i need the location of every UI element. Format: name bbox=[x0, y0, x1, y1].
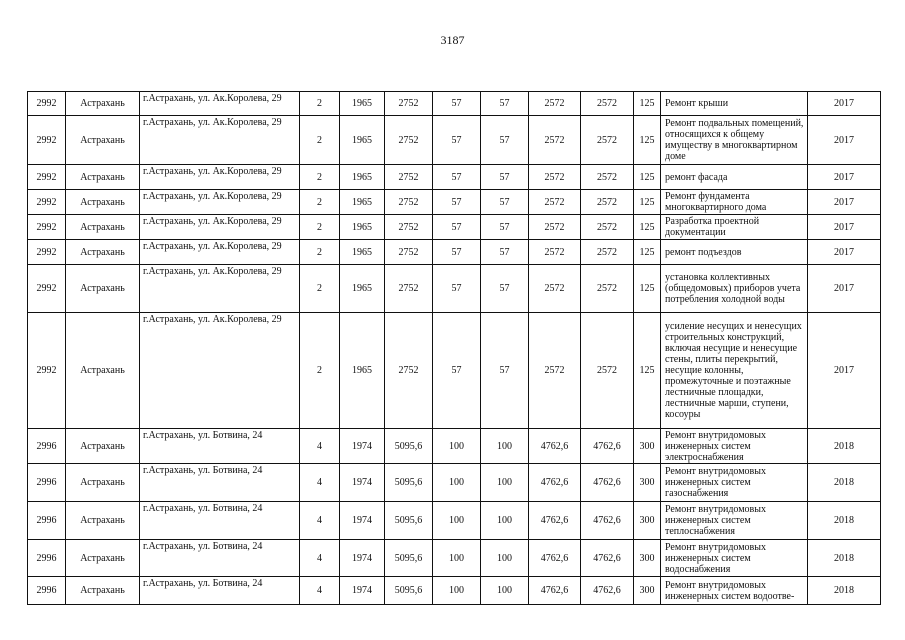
cell-value-3: 2572 bbox=[529, 165, 581, 190]
table-row bbox=[28, 464, 881, 502]
cell-year: 2017 bbox=[808, 215, 881, 240]
table-row bbox=[28, 265, 881, 313]
repair-program-table bbox=[27, 91, 881, 605]
cell-built: 1974 bbox=[340, 464, 385, 502]
table-row bbox=[28, 240, 881, 265]
cell-area-total: 5095,6 bbox=[385, 464, 433, 502]
cell-address: г.Астрахань, ул. Ак.Королева, 29 bbox=[140, 215, 300, 240]
cell-value-2: 100 bbox=[481, 540, 529, 577]
cell-address: г.Астрахань, ул. Ботвина, 24 bbox=[140, 540, 300, 577]
cell-value-4: 2572 bbox=[581, 240, 634, 265]
cell-value-4: 2572 bbox=[581, 92, 634, 116]
cell-floors: 4 bbox=[300, 577, 340, 605]
cell-value-5: 300 bbox=[634, 540, 661, 577]
cell-city: Астрахань bbox=[66, 313, 140, 429]
cell-value-1: 57 bbox=[433, 215, 481, 240]
cell-work-type: Ремонт подвальных помещений, относящихся к общему имуществу в многоквартирном доме bbox=[661, 116, 808, 165]
cell-floors: 2 bbox=[300, 116, 340, 165]
table-row bbox=[28, 313, 881, 429]
cell-year: 2017 bbox=[808, 165, 881, 190]
cell-work-type: Ремонт внутридомовых инженерных систем электроснабжения bbox=[661, 429, 808, 464]
cell-year: 2017 bbox=[808, 265, 881, 313]
cell-year: 2017 bbox=[808, 240, 881, 265]
cell-area-total: 5095,6 bbox=[385, 502, 433, 540]
cell-area-total: 2752 bbox=[385, 190, 433, 215]
cell-work-type: Ремонт крыши bbox=[661, 92, 808, 116]
cell-built: 1974 bbox=[340, 577, 385, 605]
cell-value-3: 4762,6 bbox=[529, 540, 581, 577]
cell-city: Астрахань bbox=[66, 215, 140, 240]
cell-address: г.Астрахань, ул. Ак.Королева, 29 bbox=[140, 313, 300, 429]
cell-value-1: 57 bbox=[433, 92, 481, 116]
cell-value-5: 300 bbox=[634, 429, 661, 464]
cell-built: 1974 bbox=[340, 502, 385, 540]
cell-floors: 4 bbox=[300, 502, 340, 540]
cell-built: 1965 bbox=[340, 165, 385, 190]
cell-value-5: 125 bbox=[634, 116, 661, 165]
cell-value-1: 57 bbox=[433, 313, 481, 429]
cell-area-total: 2752 bbox=[385, 265, 433, 313]
cell-address: г.Астрахань, ул. Ак.Королева, 29 bbox=[140, 165, 300, 190]
cell-work-type: установка коллективных (общедомовых) приборов учета потребления холодной воды bbox=[661, 265, 808, 313]
cell-value-4: 2572 bbox=[581, 265, 634, 313]
cell-work-type: Ремонт внутридомовых инженерных систем водоснабжения bbox=[661, 540, 808, 577]
cell-value-5: 125 bbox=[634, 165, 661, 190]
cell-city: Астрахань bbox=[66, 577, 140, 605]
page-number: 3187 bbox=[440, 33, 465, 47]
cell-id: 2992 bbox=[28, 190, 66, 215]
cell-value-3: 2572 bbox=[529, 190, 581, 215]
cell-value-5: 125 bbox=[634, 215, 661, 240]
cell-built: 1965 bbox=[340, 92, 385, 116]
cell-year: 2017 bbox=[808, 92, 881, 116]
cell-built: 1974 bbox=[340, 429, 385, 464]
cell-work-type: ремонт фасада bbox=[661, 165, 808, 190]
cell-built: 1965 bbox=[340, 215, 385, 240]
cell-value-1: 57 bbox=[433, 265, 481, 313]
cell-id: 2992 bbox=[28, 313, 66, 429]
table-row bbox=[28, 215, 881, 240]
cell-year: 2017 bbox=[808, 190, 881, 215]
cell-city: Астрахань bbox=[66, 464, 140, 502]
cell-value-1: 100 bbox=[433, 540, 481, 577]
cell-work-type: ремонт подъездов bbox=[661, 240, 808, 265]
table-row bbox=[28, 429, 881, 464]
cell-value-4: 4762,6 bbox=[581, 429, 634, 464]
cell-area-total: 5095,6 bbox=[385, 429, 433, 464]
cell-value-3: 4762,6 bbox=[529, 429, 581, 464]
cell-area-total: 2752 bbox=[385, 240, 433, 265]
cell-city: Астрахань bbox=[66, 116, 140, 165]
cell-floors: 2 bbox=[300, 265, 340, 313]
cell-address: г.Астрахань, ул. Ак.Королева, 29 bbox=[140, 265, 300, 313]
cell-floors: 2 bbox=[300, 165, 340, 190]
cell-address: г.Астрахань, ул. Ботвина, 24 bbox=[140, 502, 300, 540]
cell-value-2: 100 bbox=[481, 577, 529, 605]
table-row bbox=[28, 92, 881, 116]
cell-address: г.Астрахань, ул. Ботвина, 24 bbox=[140, 577, 300, 605]
cell-value-1: 100 bbox=[433, 464, 481, 502]
cell-value-2: 57 bbox=[481, 116, 529, 165]
cell-work-type: Ремонт фундамента многоквартирного дома bbox=[661, 190, 808, 215]
cell-city: Астрахань bbox=[66, 240, 140, 265]
cell-value-2: 100 bbox=[481, 502, 529, 540]
cell-value-5: 125 bbox=[634, 240, 661, 265]
cell-value-5: 300 bbox=[634, 577, 661, 605]
cell-address: г.Астрахань, ул. Ботвина, 24 bbox=[140, 429, 300, 464]
cell-value-4: 2572 bbox=[581, 116, 634, 165]
cell-value-5: 300 bbox=[634, 464, 661, 502]
cell-value-5: 125 bbox=[634, 190, 661, 215]
table-row bbox=[28, 540, 881, 577]
cell-value-4: 2572 bbox=[581, 215, 634, 240]
cell-address: г.Астрахань, ул. Ак.Королева, 29 bbox=[140, 190, 300, 215]
cell-value-4: 2572 bbox=[581, 313, 634, 429]
cell-built: 1965 bbox=[340, 190, 385, 215]
cell-city: Астрахань bbox=[66, 429, 140, 464]
cell-year: 2018 bbox=[808, 464, 881, 502]
cell-work-type: Ремонт внутридомовых инженерных систем газоснабжения bbox=[661, 464, 808, 502]
cell-city: Астрахань bbox=[66, 502, 140, 540]
cell-id: 2992 bbox=[28, 215, 66, 240]
cell-year: 2017 bbox=[808, 313, 881, 429]
cell-value-1: 57 bbox=[433, 116, 481, 165]
cell-area-total: 2752 bbox=[385, 165, 433, 190]
cell-address: г.Астрахань, ул. Ботвина, 24 bbox=[140, 464, 300, 502]
cell-city: Астрахань bbox=[66, 540, 140, 577]
cell-value-3: 2572 bbox=[529, 92, 581, 116]
cell-value-4: 2572 bbox=[581, 165, 634, 190]
cell-city: Астрахань bbox=[66, 190, 140, 215]
cell-value-5: 125 bbox=[634, 265, 661, 313]
cell-area-total: 5095,6 bbox=[385, 540, 433, 577]
cell-id: 2992 bbox=[28, 116, 66, 165]
cell-built: 1974 bbox=[340, 540, 385, 577]
cell-value-1: 100 bbox=[433, 502, 481, 540]
cell-value-3: 2572 bbox=[529, 240, 581, 265]
cell-value-2: 100 bbox=[481, 429, 529, 464]
cell-value-4: 4762,6 bbox=[581, 540, 634, 577]
cell-value-5: 125 bbox=[634, 313, 661, 429]
cell-id: 2996 bbox=[28, 540, 66, 577]
cell-value-1: 57 bbox=[433, 240, 481, 265]
cell-value-3: 4762,6 bbox=[529, 502, 581, 540]
cell-value-4: 4762,6 bbox=[581, 502, 634, 540]
cell-floors: 4 bbox=[300, 540, 340, 577]
cell-area-total: 2752 bbox=[385, 215, 433, 240]
cell-value-1: 100 bbox=[433, 577, 481, 605]
cell-area-total: 5095,6 bbox=[385, 577, 433, 605]
cell-id: 2996 bbox=[28, 464, 66, 502]
cell-value-1: 57 bbox=[433, 190, 481, 215]
cell-id: 2996 bbox=[28, 502, 66, 540]
table-row bbox=[28, 577, 881, 605]
cell-value-3: 2572 bbox=[529, 313, 581, 429]
cell-value-3: 4762,6 bbox=[529, 464, 581, 502]
cell-area-total: 2752 bbox=[385, 92, 433, 116]
cell-city: Астрахань bbox=[66, 92, 140, 116]
cell-work-type: усиление несущих и ненесущих строительных конструкций, включая несущие и ненесущие стены, плиты перекрытий, несущие колонны, промежуточные и поэтажные лестничные площадки, лестничные марши, ступени, косоуры bbox=[661, 313, 808, 429]
cell-value-2: 57 bbox=[481, 215, 529, 240]
cell-work-type: Разработка проектной документации bbox=[661, 215, 808, 240]
cell-city: Астрахань bbox=[66, 265, 140, 313]
cell-value-2: 57 bbox=[481, 265, 529, 313]
cell-id: 2992 bbox=[28, 240, 66, 265]
cell-area-total: 2752 bbox=[385, 313, 433, 429]
cell-id: 2992 bbox=[28, 165, 66, 190]
table-body bbox=[28, 92, 881, 605]
cell-built: 1965 bbox=[340, 240, 385, 265]
cell-built: 1965 bbox=[340, 313, 385, 429]
cell-id: 2992 bbox=[28, 265, 66, 313]
cell-address: г.Астрахань, ул. Ак.Королева, 29 bbox=[140, 116, 300, 165]
cell-work-type: Ремонт внутридомовых инженерных систем водоотве- bbox=[661, 577, 808, 605]
cell-value-2: 57 bbox=[481, 313, 529, 429]
cell-city: Астрахань bbox=[66, 165, 140, 190]
cell-value-1: 100 bbox=[433, 429, 481, 464]
cell-value-5: 300 bbox=[634, 502, 661, 540]
cell-id: 2992 bbox=[28, 92, 66, 116]
cell-built: 1965 bbox=[340, 116, 385, 165]
table-row bbox=[28, 165, 881, 190]
cell-value-2: 57 bbox=[481, 240, 529, 265]
cell-value-2: 57 bbox=[481, 92, 529, 116]
cell-value-4: 2572 bbox=[581, 190, 634, 215]
cell-value-3: 2572 bbox=[529, 265, 581, 313]
cell-floors: 2 bbox=[300, 190, 340, 215]
table-row bbox=[28, 190, 881, 215]
cell-value-3: 2572 bbox=[529, 116, 581, 165]
cell-floors: 4 bbox=[300, 429, 340, 464]
cell-year: 2018 bbox=[808, 429, 881, 464]
cell-year: 2018 bbox=[808, 577, 881, 605]
cell-floors: 2 bbox=[300, 240, 340, 265]
cell-floors: 2 bbox=[300, 215, 340, 240]
cell-value-1: 57 bbox=[433, 165, 481, 190]
cell-work-type: Ремонт внутридомовых инженерных систем теплоснабжения bbox=[661, 502, 808, 540]
cell-year: 2018 bbox=[808, 540, 881, 577]
cell-value-2: 57 bbox=[481, 165, 529, 190]
cell-value-5: 125 bbox=[634, 92, 661, 116]
cell-id: 2996 bbox=[28, 577, 66, 605]
cell-value-4: 4762,6 bbox=[581, 464, 634, 502]
cell-built: 1965 bbox=[340, 265, 385, 313]
cell-floors: 4 bbox=[300, 464, 340, 502]
cell-address: г.Астрахань, ул. Ак.Королева, 29 bbox=[140, 92, 300, 116]
cell-value-4: 4762,6 bbox=[581, 577, 634, 605]
cell-value-2: 57 bbox=[481, 190, 529, 215]
cell-year: 2017 bbox=[808, 116, 881, 165]
cell-value-2: 100 bbox=[481, 464, 529, 502]
cell-address: г.Астрахань, ул. Ак.Королева, 29 bbox=[140, 240, 300, 265]
table-row bbox=[28, 502, 881, 540]
cell-value-3: 2572 bbox=[529, 215, 581, 240]
cell-id: 2996 bbox=[28, 429, 66, 464]
table-row bbox=[28, 116, 881, 165]
cell-area-total: 2752 bbox=[385, 116, 433, 165]
cell-year: 2018 bbox=[808, 502, 881, 540]
cell-floors: 2 bbox=[300, 92, 340, 116]
cell-floors: 2 bbox=[300, 313, 340, 429]
cell-value-3: 4762,6 bbox=[529, 577, 581, 605]
